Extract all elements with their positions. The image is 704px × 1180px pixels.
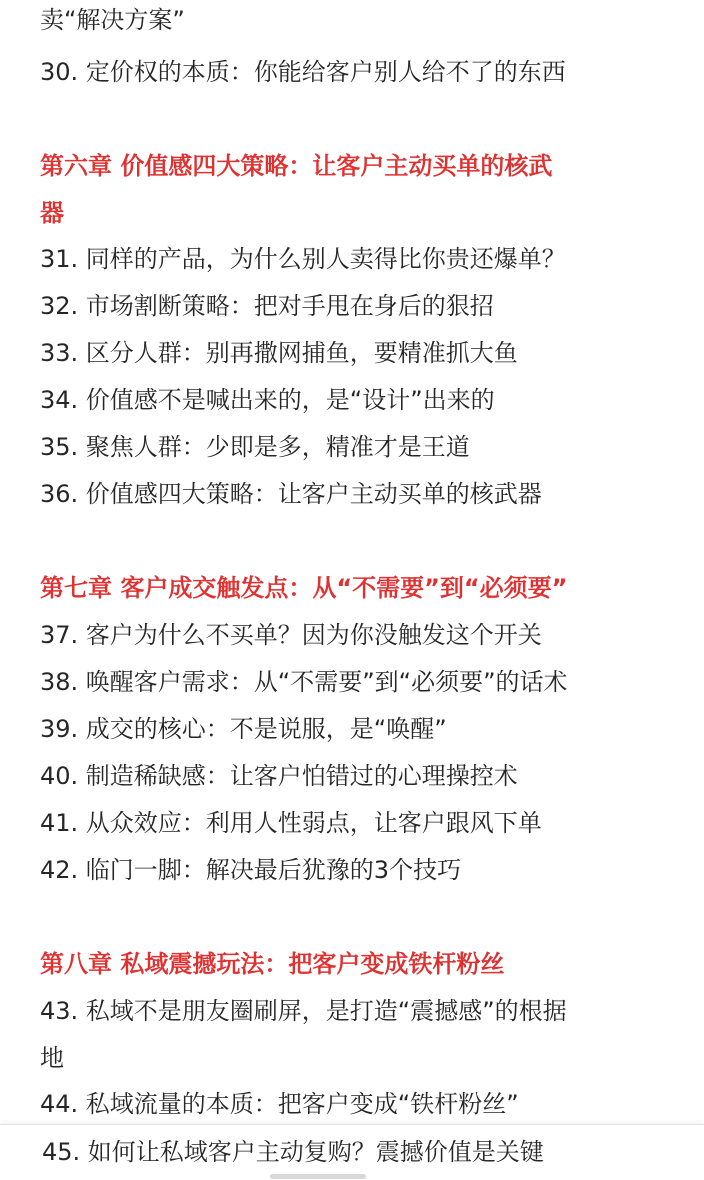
- chapter-6-heading: 第六章 价值感四大策略：让客户主动买单的核武: [40, 152, 553, 180]
- text-line-continuation: 卖“解决方案”: [40, 6, 185, 34]
- bottom-bar: [0, 1124, 704, 1180]
- list-item-45: 45. 如何让私域客户主动复购？震撼价值是关键: [42, 1138, 544, 1166]
- list-item-39: 39. 成交的核心：不是说服，是“唤醒”: [40, 715, 447, 743]
- chapter-7-heading: 第七章 客户成交触发点：从“不需要”到“必须要”: [40, 574, 568, 602]
- chapter-8-heading: 第八章 私域震撼玩法：把客户变成铁杆粉丝: [40, 950, 505, 978]
- chapter-6-heading-wrap: 器: [40, 199, 64, 227]
- list-item-38: 38. 唤醒客户需求：从“不需要”到“必须要”的话术: [40, 668, 568, 696]
- list-item-43-wrap: 地: [40, 1044, 64, 1072]
- list-item-40: 40. 制造稀缺感：让客户怕错过的心理操控术: [40, 762, 518, 790]
- list-item-41: 41. 从众效应：利用人性弱点，让客户跟风下单: [40, 809, 542, 837]
- home-indicator: [270, 1174, 366, 1179]
- list-item-35: 35. 聚焦人群：少即是多，精准才是王道: [40, 433, 470, 461]
- list-item-37: 37. 客户为什么不买单？因为你没触发这个开关: [40, 621, 542, 649]
- list-item-32: 32. 市场割断策略：把对手甩在身后的狠招: [40, 292, 494, 320]
- list-item-43: 43. 私域不是朋友圈刷屏，是打造“震撼感”的根据: [40, 997, 567, 1025]
- list-item-30: 30. 定价权的本质：你能给客户别人给不了的东西: [40, 58, 566, 86]
- list-item-44: 44. 私域流量的本质：把客户变成“铁杆粉丝”: [40, 1090, 519, 1118]
- list-item-33: 33. 区分人群：别再撒网捕鱼，要精准抓大鱼: [40, 339, 518, 367]
- list-item-36: 36. 价值感四大策略：让客户主动买单的核武器: [40, 480, 542, 508]
- list-item-34: 34. 价值感不是喊出来的，是“设计”出来的: [40, 386, 495, 414]
- list-item-31: 31. 同样的产品，为什么别人卖得比你贵还爆单？: [40, 245, 566, 273]
- list-item-42: 42. 临门一脚：解决最后犹豫的3个技巧: [40, 856, 462, 884]
